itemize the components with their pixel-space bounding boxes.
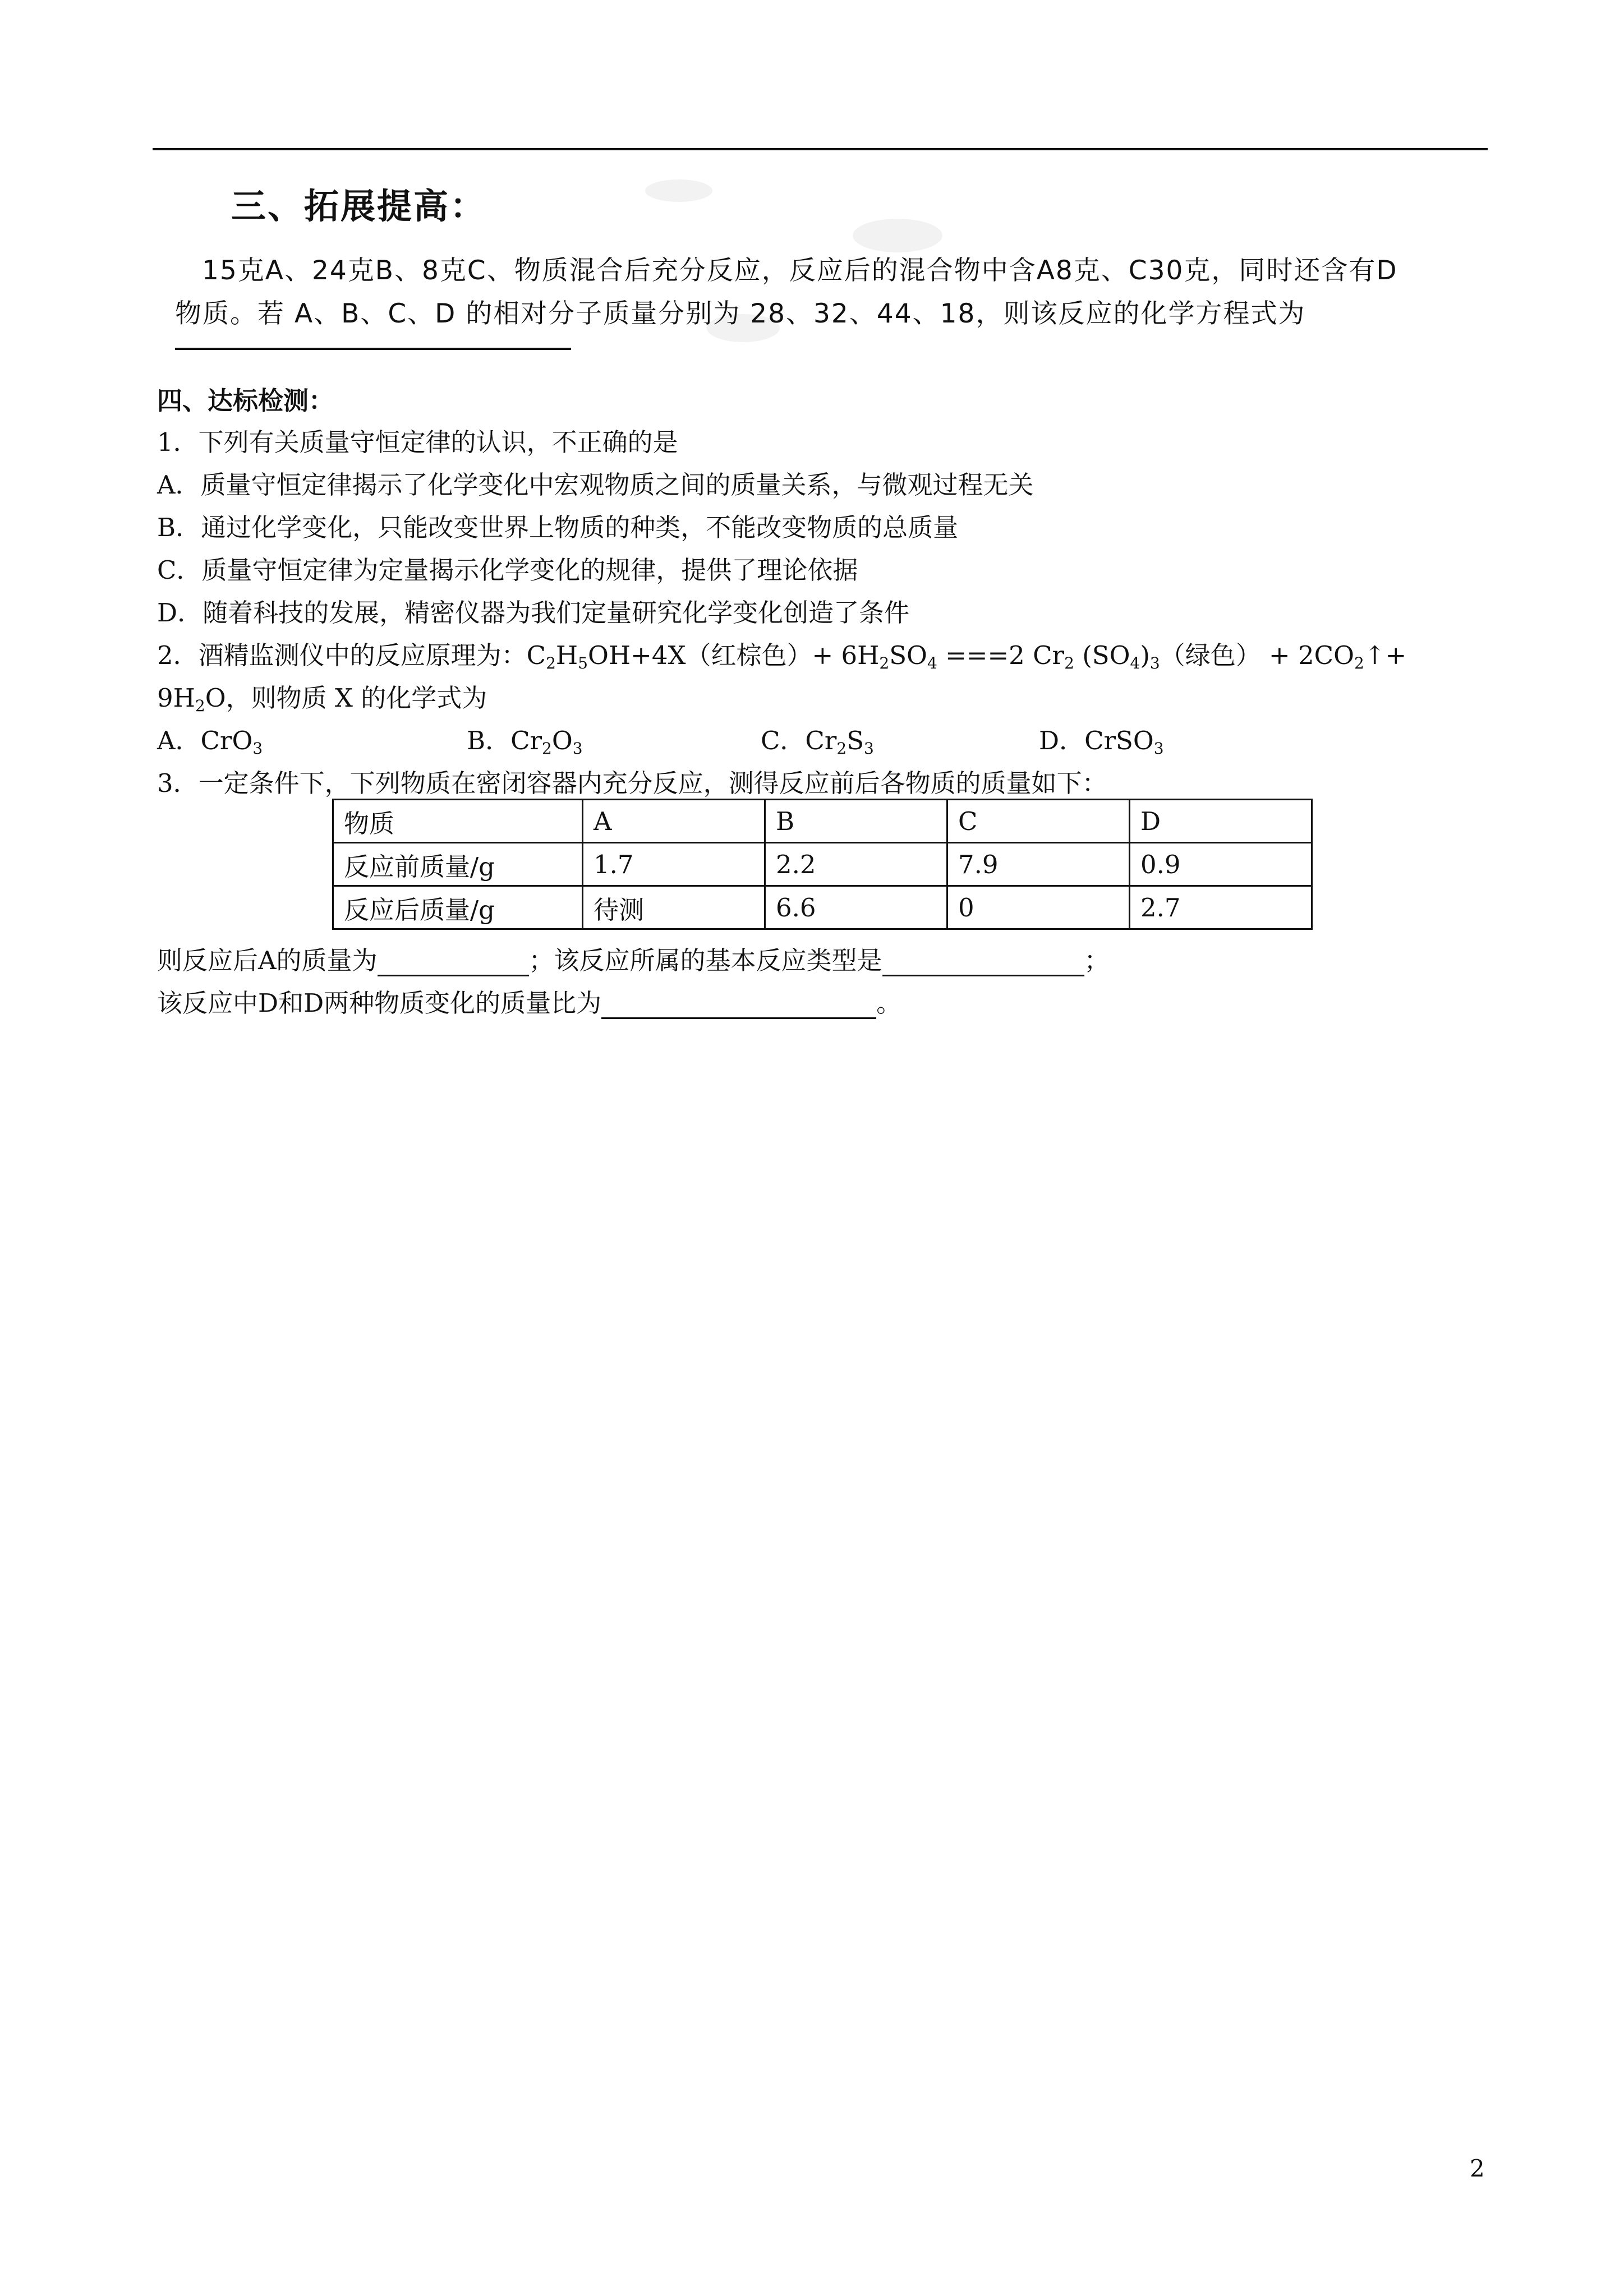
top-rule — [153, 148, 1488, 150]
answer-blank-mass-a[interactable] — [378, 948, 529, 976]
table-cell: 2.7 — [1130, 886, 1312, 929]
table-cell: 反应后质量/g — [333, 886, 583, 929]
q3-fill-line-2: 该反应中D和D两种物质变化的质量比为 。 — [157, 988, 902, 1018]
table-header-cell: B — [765, 800, 947, 843]
answer-blank-mass-ratio[interactable] — [601, 990, 876, 1019]
watermark-smudge — [645, 179, 712, 202]
watermark-smudge — [853, 219, 942, 252]
table-row — [333, 886, 1312, 929]
table-cell: 待测 — [583, 886, 765, 929]
q1-option-d: D．随着科技的发展，精密仪器为我们定量研究化学变化创造了条件 — [157, 598, 910, 628]
q3-stem: 3．一定条件下，下列物质在密闭容器内充分反应，测得反应前后各物质的质量如下： — [157, 768, 1107, 798]
table-cell: 0.9 — [1130, 843, 1312, 886]
q2-stem-line-2: $9H_2O$，则物质 X 的化学式为 — [157, 683, 487, 715]
table-cell: 2.2 — [765, 843, 947, 886]
answer-blank-reaction-type[interactable] — [882, 948, 1084, 976]
table-header-cell: C — [947, 800, 1130, 843]
table-cell: 0 — [947, 886, 1130, 929]
q1-stem: 1．下列有关质量守恒定律的认识，不正确的是 — [157, 427, 678, 457]
section-3-line-2: 物质。若 A、B、C、D 的相对分子质量分别为 28、32、44、18，则该反应的化学方程式为 — [175, 298, 1306, 329]
table-header-cell: A — [583, 800, 765, 843]
q1-option-b: B．通过化学变化，只能改变世界上物质的种类，不能改变物质的总质量 — [157, 513, 959, 542]
q2-stem: 2．酒精监测仪中的反应原理为：$C_2H_5OH+4X$（红棕色）+ $6H_2SO_4 ===2$ $Cr_2$ $(SO_4)_3$（绿色） + $2CO_2↑+$ — [157, 640, 1407, 672]
mass-table — [332, 799, 1313, 930]
table-cell: 反应前质量/g — [333, 843, 583, 886]
table-row — [333, 843, 1312, 886]
q3-fill-line-1: 则反应后A的质量为 ；该反应所属的基本反应类型是 ； — [157, 946, 1110, 975]
section-3-heading: 三、拓展提高： — [231, 186, 487, 227]
q1-option-c: C．质量守恒定律为定量揭示化学变化的规律，提供了理论依据 — [157, 555, 858, 585]
page-number: 2 — [1470, 2155, 1485, 2182]
section-4-heading: 四、达标检测： — [157, 386, 334, 416]
table-header-cell: D — [1130, 800, 1312, 843]
table-cell: 1.7 — [583, 843, 765, 886]
q1-option-a: A．质量守恒定律揭示了化学变化中宏观物质之间的质量关系，与微观过程无关 — [157, 470, 1034, 500]
table-cell: 6.6 — [765, 886, 947, 929]
section-3-line-1: 15克A、24克B、8克C、物质混合后充分反应，反应后的混合物中含A8克、C30克，同时还含有D — [202, 255, 1398, 286]
q2-option-b: B．$Cr_2O_3$ — [467, 726, 583, 758]
q2-option-d: D．CrSO$_3$ — [1039, 726, 1164, 758]
table-cell: 7.9 — [947, 843, 1130, 886]
q2-option-c: C．$Cr_2S_3$ — [761, 726, 874, 758]
table-header-row — [333, 800, 1312, 843]
table-header-cell: 物质 — [333, 800, 583, 843]
answer-blank-equation[interactable] — [175, 348, 571, 350]
q2-option-a: A．CrO$_3$ — [157, 726, 263, 758]
